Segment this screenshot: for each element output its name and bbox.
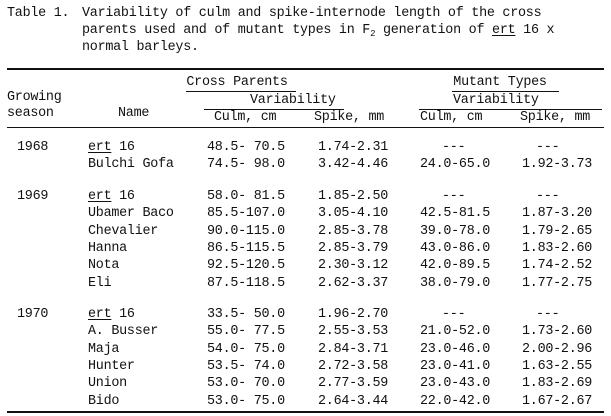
culm-mutant-header: Culm, cm: [420, 110, 483, 125]
mutant-culm-cell: 22.0-42.0: [420, 393, 491, 409]
entry-name: Hanna: [88, 240, 127, 256]
season-year: 1970: [17, 307, 49, 322]
mutant-spike-cell: ---: [536, 307, 560, 322]
mutant-spike-cell: 1.92-3.73: [522, 157, 593, 173]
cross-spike-cell: 1.74-2.31: [318, 140, 389, 155]
cross-culm-cell: 54.0- 75.0: [207, 341, 285, 357]
entry-name: Bulchi Gofa: [88, 157, 174, 173]
cross-culm-cell: 92.5-120.5: [207, 258, 285, 274]
cross-culm-cell: 55.0- 77.5: [207, 324, 285, 340]
variability-cross-parents: Variability: [250, 93, 336, 108]
entry-name: Bido: [88, 393, 120, 409]
top-rule: [7, 68, 604, 70]
name-header: Name: [118, 106, 150, 121]
cross-culm-cell: 85.5-107.0: [207, 206, 285, 222]
culm-cross-header: Culm, cm: [214, 110, 277, 125]
cross-culm-cell: 53.5- 74.0: [207, 358, 285, 374]
cross-spike-cell: 2.30-3.12: [318, 258, 389, 274]
mutant-culm-cell: 42.5-81.5: [420, 206, 491, 222]
cross-spike-cell: 2.72-3.58: [318, 358, 389, 374]
season-year: 1968: [17, 140, 49, 155]
variability-mutant-types: Variability: [453, 93, 539, 108]
bottom-rule: [7, 411, 604, 413]
entry-name: Union: [88, 376, 127, 392]
cross-parents-header: Cross Parents: [186, 75, 288, 90]
cross-spike-cell: 3.42-4.46: [318, 157, 389, 173]
mutant-spike-cell: ---: [536, 140, 560, 155]
entry-name: Ubamer Baco: [88, 206, 174, 222]
mutant-spike-cell: 1.74-2.52: [522, 258, 593, 274]
spike-mutant-header: Spike, mm: [520, 110, 591, 125]
cross-culm-cell: 33.5- 50.0: [207, 307, 285, 322]
entry-name: Nota: [88, 258, 120, 274]
mutant-culm-cell: 42.0-89.5: [420, 258, 491, 274]
cross-culm-cell: 90.0-115.0: [207, 223, 285, 239]
mutant-culm-cell: ---: [442, 307, 466, 322]
spike-cross-header: Spike, mm: [314, 110, 385, 125]
entry-name: Eli: [88, 275, 112, 291]
mutant-spike-cell: 1.83-2.60: [522, 240, 593, 256]
mutant-culm-cell: 23.0-46.0: [420, 341, 491, 357]
cross-parents-underline: [186, 91, 296, 92]
mutant-spike-cell: 1.77-2.75: [522, 275, 593, 291]
caption-line-3: normal barleys.: [82, 40, 199, 55]
mutant-culm-cell: 21.0-52.0: [420, 324, 491, 340]
cross-culm-cell: 53.0- 70.0: [207, 376, 285, 392]
cross-spike-cell: 1.96-2.70: [318, 307, 389, 322]
season-year: 1969: [17, 189, 49, 204]
mutant-spike-cell: 1.73-2.60: [522, 324, 593, 340]
cross-culm-cell: 74.5- 98.0: [207, 157, 285, 173]
entry-name: A. Busser: [88, 324, 159, 340]
mutant-culm-cell: 39.0-78.0: [420, 223, 491, 239]
caption-line-1: Variability of culm and spike-internode length of the cross: [82, 6, 542, 21]
mutant-spike-cell: ---: [536, 189, 560, 204]
entry-name: Hunter: [88, 358, 135, 374]
cross-culm-cell: 86.5-115.5: [207, 240, 285, 256]
mutant-spike-cell: 1.87-3.20: [522, 206, 593, 222]
mutant-types-header: Mutant Types: [453, 75, 547, 90]
mutant-culm-cell: ---: [442, 189, 466, 204]
mutant-culm-cell: 38.0-79.0: [420, 275, 491, 291]
cross-spike-cell: 2.84-3.71: [318, 341, 389, 357]
mutant-culm-cell: 43.0-86.0: [420, 240, 491, 256]
entry-name: Maja: [88, 341, 120, 357]
entry-name: ert 16: [88, 140, 135, 155]
cross-spike-cell: 2.77-3.59: [318, 376, 389, 392]
mutant-types-underline: [452, 91, 559, 92]
cross-culm-cell: 87.5-118.5: [207, 275, 285, 291]
cross-spike-cell: 3.05-4.10: [318, 206, 389, 222]
cross-spike-cell: 1.85-2.50: [318, 189, 389, 204]
mutant-culm-cell: 24.0-65.0: [420, 157, 491, 173]
table-label: Table 1.: [7, 6, 70, 21]
cross-spike-cell: 2.85-3.78: [318, 223, 389, 239]
cross-spike-cell: 2.62-3.37: [318, 275, 389, 291]
season-header: season: [7, 106, 54, 121]
mutant-culm-cell: 23.0-43.0: [420, 376, 491, 392]
cross-culm-cell: 48.5- 70.5: [207, 140, 285, 155]
mutant-spike-cell: 1.67-2.67: [522, 393, 593, 409]
mutant-spike-cell: 2.00-2.96: [522, 341, 593, 357]
header-rule: [7, 127, 604, 128]
cross-spike-cell: 2.85-3.79: [318, 240, 389, 256]
growing-header: Growing: [7, 90, 62, 105]
mutant-spike-cell: 1.79-2.65: [522, 223, 593, 239]
caption-line-2: parents used and of mutant types in $F_2$ generation of ert 16 x: [82, 23, 555, 39]
mutant-culm-cell: ---: [442, 140, 466, 155]
cross-culm-cell: 53.0- 75.0: [207, 393, 285, 409]
cross-spike-cell: 2.55-3.53: [318, 324, 389, 340]
entry-name: ert 16: [88, 189, 135, 204]
mutant-spike-cell: 1.63-2.55: [522, 358, 593, 374]
cross-spike-cell: 2.64-3.44: [318, 393, 389, 409]
entry-name: ert 16: [88, 307, 135, 322]
mutant-culm-cell: 23.0-41.0: [420, 358, 491, 374]
cross-culm-cell: 58.0- 81.5: [207, 189, 285, 204]
entry-name: Chevalier: [88, 223, 159, 239]
mutant-spike-cell: 1.83-2.69: [522, 376, 593, 392]
